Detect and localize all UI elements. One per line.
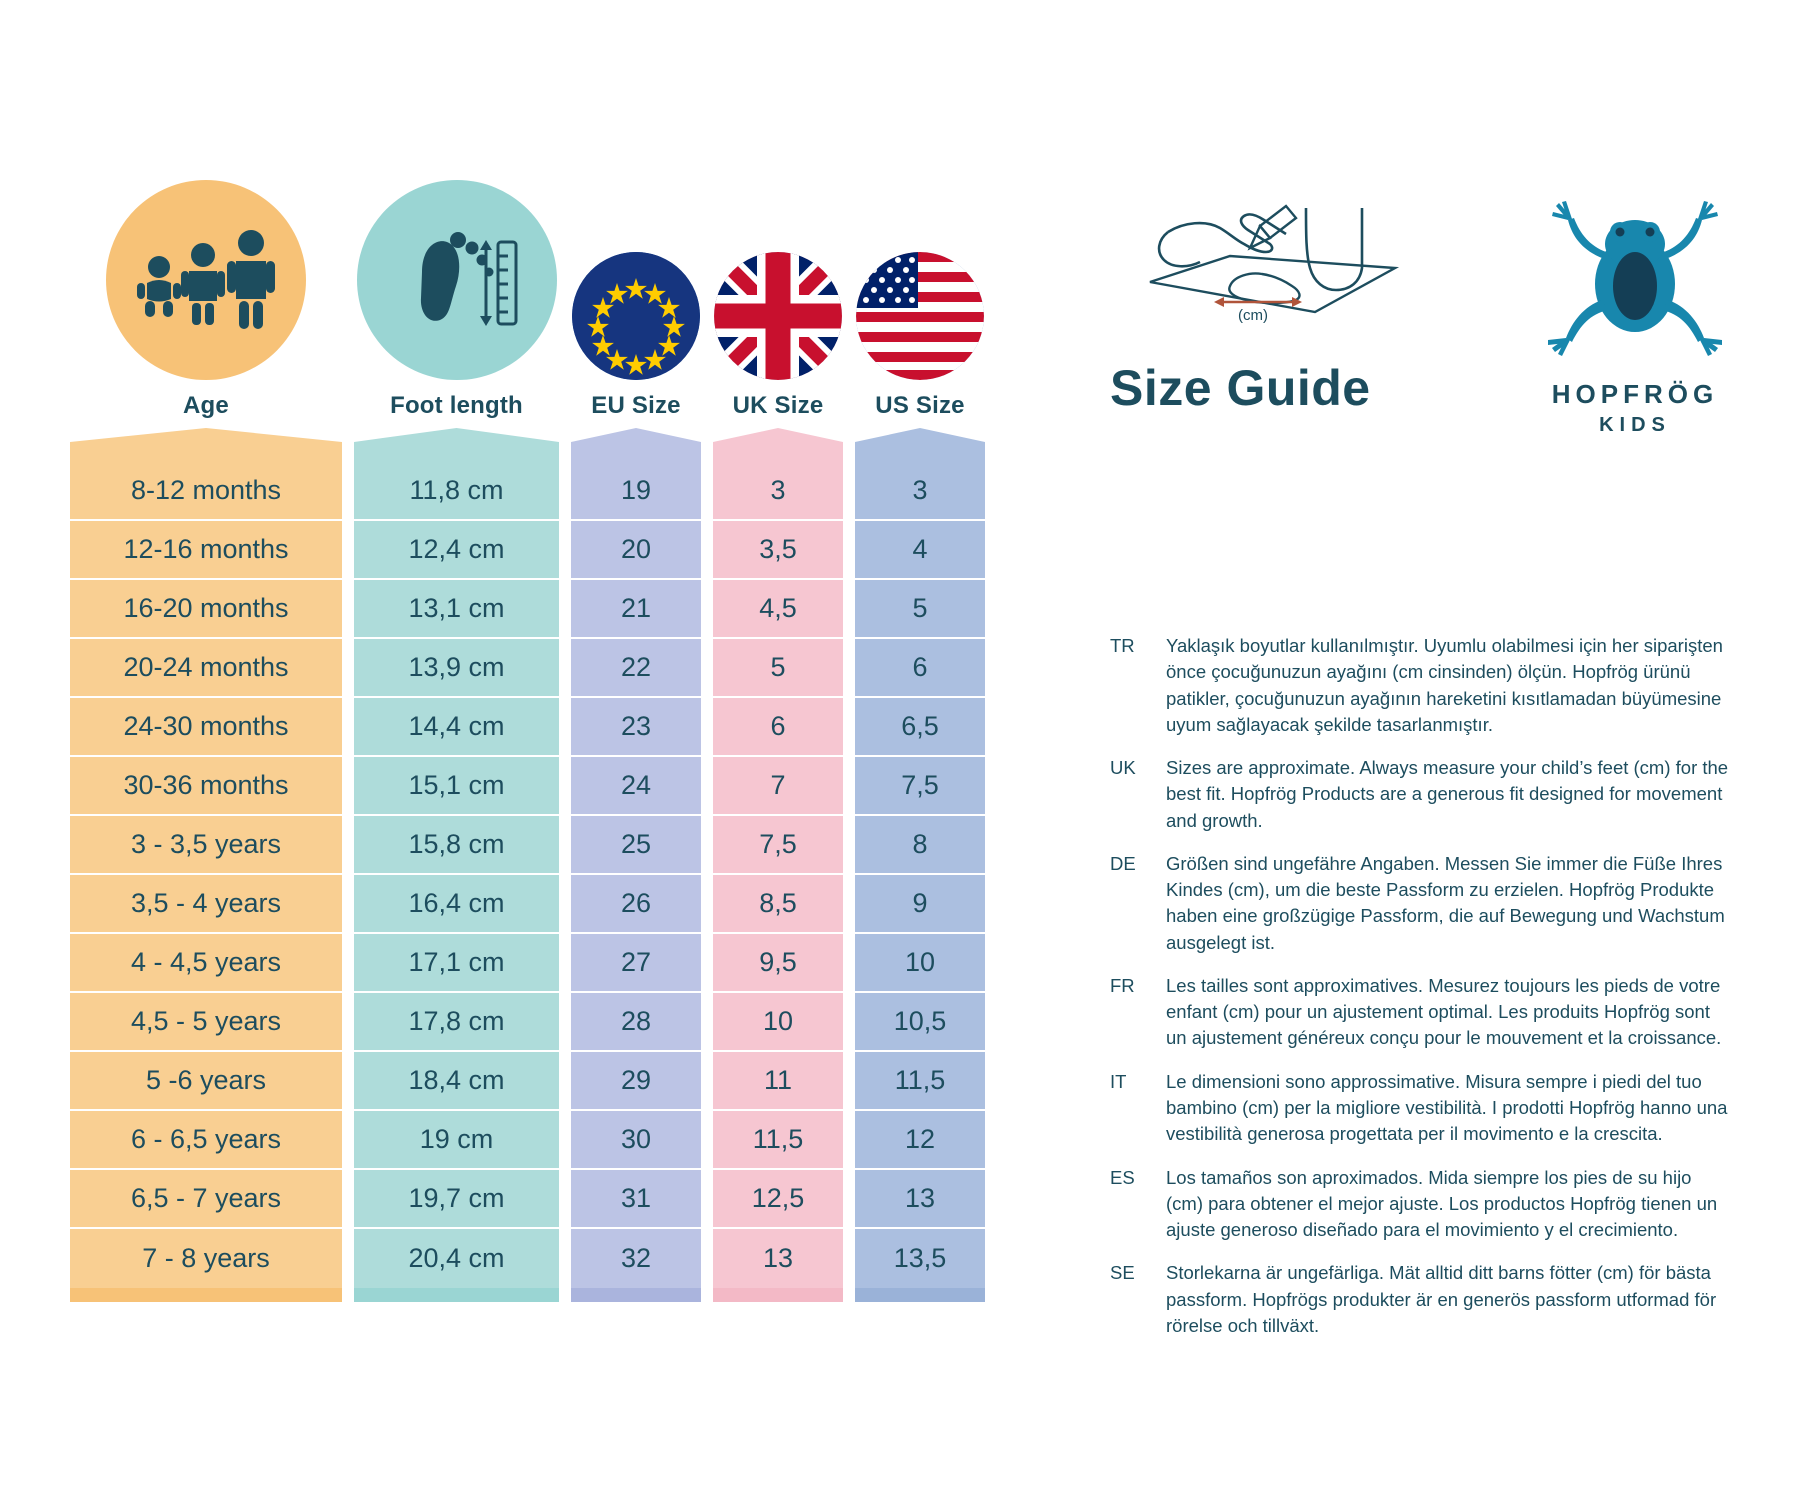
note-text: Storlekarna är ungefärliga. Mät alltid ditt barns fötter (cm) för bästa passform. Hopfrögs produkter är en generös passform utformad för rörelse och tillväxt. (1166, 1262, 1717, 1336)
cell-foot: 20,4 cm (354, 1229, 559, 1288)
cell-uk: 4,5 (713, 580, 843, 639)
cells-us (855, 462, 985, 1288)
cell-age: 12-16 months (70, 521, 342, 580)
note-text: Sizes are approximate. Always measure your child’s feet (cm) for the best fit. Hopfrög Products are a generous fit designed for movement and growth. (1166, 757, 1729, 831)
note-text: Los tamaños son aproximados. Mida siempre los pies de su hijo (cm) para obtener el mejor ajuste. Los productos Hopfrög tienen un ajuste generoso diseñado para el movimiento y el crecimiento. (1166, 1166, 1718, 1241)
band-age (70, 428, 342, 1302)
cells-foot-length (354, 462, 559, 1288)
cell-us: 6,5 (855, 698, 985, 757)
band-foot-age (70, 1288, 342, 1302)
note-text: Les tailles sont approximatives. Mesurez toujours les pieds de votre enfant (cm) pour un ajustement optimal. Les produits Hopfrög sont un ajustement généreux conçu pour le mouvement et la croissance. (1166, 974, 1722, 1049)
band-uk (713, 428, 843, 1302)
note-language-code: ES (1110, 1166, 1135, 1188)
band-eu (571, 428, 701, 1302)
column-foot-length (354, 180, 559, 1302)
cell-foot: 15,8 cm (354, 816, 559, 875)
cell-eu: 27 (571, 934, 701, 993)
cell-uk: 7 (713, 757, 843, 816)
note-item (1110, 755, 1730, 834)
eu-flag-icon (572, 252, 700, 380)
uk-flag-icon (714, 252, 842, 380)
cell-foot: 14,4 cm (354, 698, 559, 757)
brand-block (1520, 190, 1750, 437)
cell-foot: 11,8 cm (354, 462, 559, 521)
frog-logo-icon (1520, 196, 1750, 371)
cells-age (70, 462, 342, 1288)
band-foot-length (354, 428, 559, 1302)
cell-uk: 8,5 (713, 875, 843, 934)
cell-age: 8-12 months (70, 462, 342, 521)
cell-foot: 13,1 cm (354, 580, 559, 639)
cell-us: 10,5 (855, 993, 985, 1052)
cell-uk: 9,5 (713, 934, 843, 993)
cell-age: 24-30 months (70, 698, 342, 757)
cell-eu: 22 (571, 639, 701, 698)
cell-us: 4 (855, 521, 985, 580)
column-us-size (855, 252, 985, 1302)
cell-us: 12 (855, 1111, 985, 1170)
cell-age: 16-20 months (70, 580, 342, 639)
cell-us: 9 (855, 875, 985, 934)
note-language-code: FR (1110, 974, 1135, 996)
cell-uk: 13 (713, 1229, 843, 1288)
size-guide-block (1110, 190, 1440, 417)
column-header-uk-size: UK Size (732, 392, 824, 419)
cell-eu: 23 (571, 698, 701, 757)
cell-age: 5 -6 years (70, 1052, 342, 1111)
note-item (1110, 1165, 1730, 1244)
cell-us: 7,5 (855, 757, 985, 816)
cell-uk: 11,5 (713, 1111, 843, 1170)
us-flag-icon (856, 252, 984, 380)
note-item (1110, 1260, 1730, 1339)
cell-foot: 15,1 cm (354, 757, 559, 816)
note-language-code: SE (1110, 1262, 1135, 1284)
note-language-code: IT (1110, 1070, 1127, 1092)
cell-foot: 18,4 cm (354, 1052, 559, 1111)
cell-us: 6 (855, 639, 985, 698)
cell-age: 20-24 months (70, 639, 342, 698)
note-item (1110, 1069, 1730, 1148)
cell-foot: 17,1 cm (354, 934, 559, 993)
cell-us: 11,5 (855, 1052, 985, 1111)
note-language-code: TR (1110, 635, 1135, 656)
cell-uk: 3 (713, 462, 843, 521)
cell-foot: 12,4 cm (354, 521, 559, 580)
cell-foot: 17,8 cm (354, 993, 559, 1052)
band-foot-foot-length (354, 1288, 559, 1302)
size-table (70, 180, 1000, 1302)
cell-eu: 28 (571, 993, 701, 1052)
cell-age: 4,5 - 5 years (70, 993, 342, 1052)
column-header-foot-length: Foot length (390, 392, 523, 419)
cell-us: 3 (855, 462, 985, 521)
svg-text:(cm): (cm) (1238, 307, 1268, 324)
cell-age: 7 - 8 years (70, 1229, 342, 1288)
hand-drawing-foot-outline-icon (1110, 190, 1440, 345)
column-header-eu-size: EU Size (591, 392, 681, 419)
cell-uk: 12,5 (713, 1170, 843, 1229)
cell-eu: 21 (571, 580, 701, 639)
language-notes (1110, 633, 1730, 1339)
column-header-age: Age (183, 392, 229, 419)
brand-subtitle: KIDS (1599, 414, 1671, 436)
note-item (1110, 973, 1730, 1052)
cell-us: 8 (855, 816, 985, 875)
note-language-code: UK (1110, 757, 1136, 779)
cell-uk: 5 (713, 639, 843, 698)
cell-eu: 30 (571, 1111, 701, 1170)
band-foot-uk (713, 1288, 843, 1302)
column-eu-size (571, 252, 701, 1302)
page-title: Size Guide (1110, 360, 1371, 416)
cell-uk: 11 (713, 1052, 843, 1111)
size-table-columns (70, 180, 1000, 1302)
cell-us: 5 (855, 580, 985, 639)
column-uk-size (713, 252, 843, 1302)
cell-eu: 25 (571, 816, 701, 875)
cell-us: 10 (855, 934, 985, 993)
cell-foot: 16,4 cm (354, 875, 559, 934)
note-item (1110, 851, 1730, 956)
info-panel (1110, 190, 1750, 1356)
band-foot-eu (571, 1288, 701, 1302)
cell-us: 13 (855, 1170, 985, 1229)
cell-eu: 24 (571, 757, 701, 816)
note-text: Yaklaşık boyutlar kullanılmıştır. Uyumlu olabilmesi için her siparişten önce çocuğunuzun ayağını (cm cinsinden) ölçün. Hopfrög ürünü patikler, çocuğunuzun ayağının hareketini kısıtlamadan büyümesine uyum sağlayacak şekilde tasarlanmıştır. (1166, 635, 1723, 735)
cell-eu: 20 (571, 521, 701, 580)
cell-foot: 19,7 cm (354, 1170, 559, 1229)
cell-age: 30-36 months (70, 757, 342, 816)
cell-us: 13,5 (855, 1229, 985, 1288)
cell-age: 6 - 6,5 years (70, 1111, 342, 1170)
cell-eu: 29 (571, 1052, 701, 1111)
note-item (1110, 633, 1730, 738)
cell-age: 3,5 - 4 years (70, 875, 342, 934)
cell-eu: 19 (571, 462, 701, 521)
cell-uk: 7,5 (713, 816, 843, 875)
band-us (855, 428, 985, 1302)
cell-age: 6,5 - 7 years (70, 1170, 342, 1229)
band-foot-us (855, 1288, 985, 1302)
cell-uk: 10 (713, 993, 843, 1052)
cell-foot: 13,9 cm (354, 639, 559, 698)
note-text: Größen sind ungefähre Angaben. Messen Sie immer die Füße Ihres Kindes (cm), um die beste Passform zu erzielen. Hopfrög Produkte haben eine großzügige Passform, die auf Bewegung und Wachstum ausgelegt ist. (1166, 852, 1725, 953)
three-children-icon (106, 180, 306, 380)
cells-uk (713, 462, 843, 1288)
cell-foot: 19 cm (354, 1111, 559, 1170)
brand-name: HOPFRÖG (1551, 379, 1719, 409)
cells-eu (571, 462, 701, 1288)
note-text: Le dimensioni sono approssimative. Misura sempre i piedi del tuo bambino (cm) per la migliore vestibilità. I prodotti Hopfrög hanno una vestibilità generosa progettata per il movimento e la crescita. (1166, 1070, 1728, 1145)
column-header-us-size: US Size (875, 392, 965, 419)
column-age (70, 180, 342, 1302)
info-panel-header (1110, 190, 1750, 437)
cell-uk: 3,5 (713, 521, 843, 580)
cell-uk: 6 (713, 698, 843, 757)
note-language-code: DE (1110, 852, 1136, 874)
cell-eu: 31 (571, 1170, 701, 1229)
cell-age: 3 - 3,5 years (70, 816, 342, 875)
cell-age: 4 - 4,5 years (70, 934, 342, 993)
cell-eu: 32 (571, 1229, 701, 1288)
footprint-ruler-icon (357, 180, 557, 380)
cell-eu: 26 (571, 875, 701, 934)
